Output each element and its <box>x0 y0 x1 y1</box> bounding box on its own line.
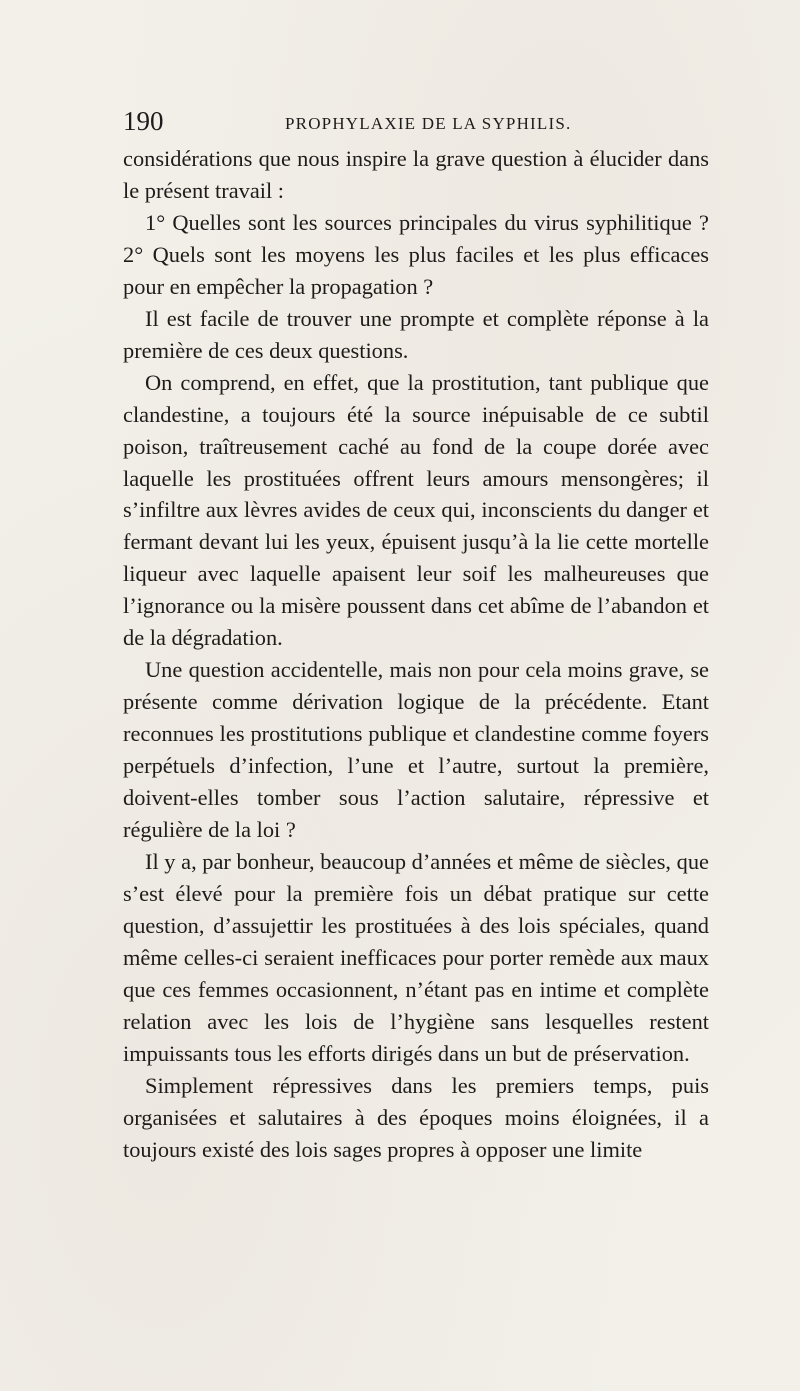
running-title: PROPHYLAXIE DE LA SYPHILIS. <box>285 114 572 133</box>
page-number: 190 <box>123 106 164 136</box>
body-text <box>123 143 709 1166</box>
paragraph-questions: 1° Quelles sont les sources principales du virus syphilitique ? 2° Quels sont les moyens les plus faciles et les plus efficaces pour en empêcher la propagation ? <box>123 209 709 299</box>
page-header <box>123 103 708 143</box>
paragraph: Il est facile de trouver une prompte et complète réponse à la première de ces deux questions. <box>123 305 709 363</box>
paragraph: Simplement répressives dans les premiers temps, puis organisées et salutaires à des époques moins éloignées, il a toujours existé des lois sages propres à opposer une limite <box>123 1072 709 1162</box>
paragraph: Une question accidentelle, mais non pour cela moins grave, se présente comme dérivation logique de la précédente. Etant reconnues les prostitutions publique et clandestine comme foyers perpétuels d’infection, l’une et l’autre, surtout la première, doivent-elles tomber sous l’action salutaire, répressive et régulière de la loi ? <box>123 657 709 843</box>
paragraph: On comprend, en effet, que la prostitution, tant publique que clandestine, a toujours été la source inépuisable de ce subtil poison, traîtreusement caché au fond de la coupe dorée avec laquelle les prostituées offrent leurs amours mensongères; il s’infiltre aux lèvres avides de ceux qui, inconscients du danger et fermant devant lui les yeux, épuisent jusqu’à la lie cette mortelle liqueur avec laquelle apaisent leur soif les malheureuses que l’ignorance ou la misère poussent dans cet abîme de l’abandon et de la dégradation. <box>123 369 709 651</box>
paragraph-continuation: considérations que nous inspire la grave question à élucider dans le présent travail : <box>123 146 709 203</box>
paragraph: Il y a, par bonheur, beaucoup d’années et même de siècles, que s’est élevé pour la première fois un débat pratique sur cette question, d’assujettir les prostituées à des lois spéciales, quand même celles-ci seraient inefficaces pour porter remède aux maux que ces femmes occasionnent, n’étant pas en intime et complète relation avec les lois de l’hygiène sans lesquelles restent impuissants tous les efforts dirigés dans un but de préservation. <box>123 848 709 1066</box>
